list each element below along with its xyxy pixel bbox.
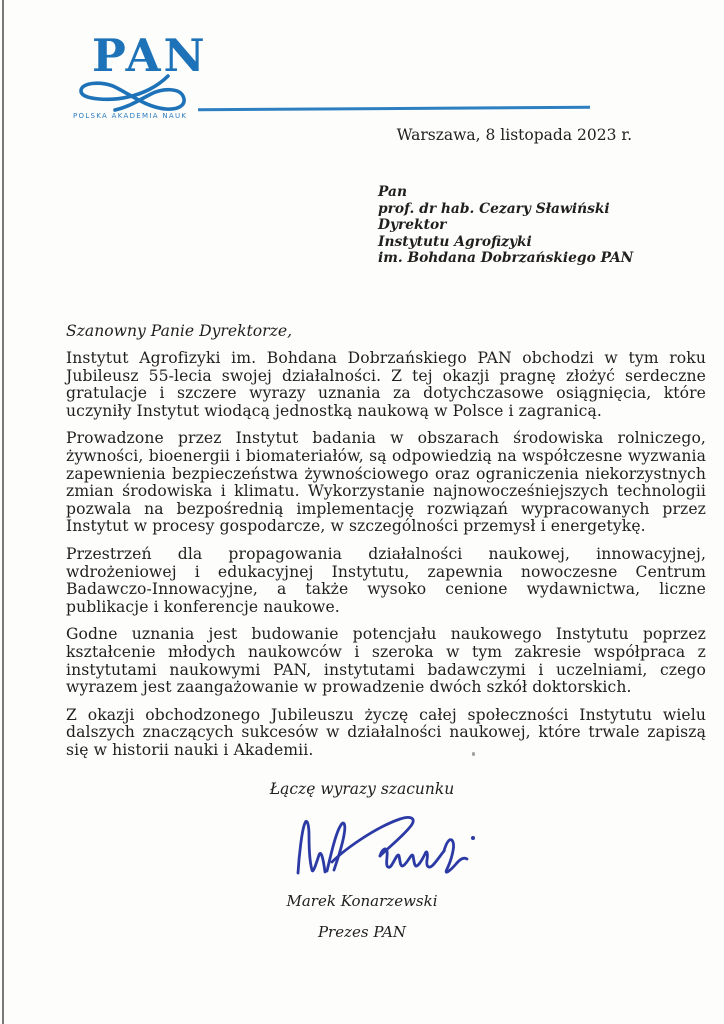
recipient-line: Dyrektor xyxy=(378,217,447,234)
body-paragraph: Godne uznania jest budowanie potencjału naukowego Instytutu poprzez kształcenie młodych naukowców i szeroka w tym zakresie współpraca z instytutami naukowymi PAN, instytutami badawczymi i uczelniami, czego wyrazem jest zaangażowanie w prowadzenie dwóch szkół doktorskich. xyxy=(66,625,706,697)
recipient-line: Instytutu Agrofizyki xyxy=(378,233,532,250)
signatory-name: Marek Konarzewski xyxy=(286,892,438,910)
pan-logo-subtext: POLSKA AKADEMIA NAUK xyxy=(73,112,188,120)
closing-phrase: Łączę wyrazy szacunku xyxy=(269,780,455,798)
body-paragraph: Prowadzone przez Instytut badania w obszarach środowiska rolniczego, żywności, bioenergii i biomateriałów, są odpowiedzią na współczesne wyzwania zapewnienia bezpieczeństwa żywnościowego oraz ograniczenia niekorzystnych zmian środowiska i klimatu. Wykorzystanie najnowocześniejszych technologii pozwala na bezpośrednią implementację rozwiązań wypracowanych przez Instytut w procesy gospodarcze, w szczególności przemysł i energetykę. xyxy=(66,429,706,536)
body-paragraph: Instytut Agrofizyki im. Bohdana Dobrzańskiego PAN obchodzi w tym roku Jubileusz 55-lecia swojej działalności. Z tej okazji pragnę złożyć serdeczne gratulacje i szczere wyrazy uznania za dotychczasowe osiągnięcia, które uczyniły Instytut wiodącą jednostką naukową w Polsce i zagranicą. xyxy=(66,349,706,420)
body-paragraph: Z okazji obchodzonego Jubileuszu życzę całej społeczności Instytutu wielu dalszych znaczących sukcesów w działalności naukowej, które trwale zapiszą się w historii nauki i Akademii. xyxy=(66,705,706,759)
recipient-line: Pan xyxy=(378,184,407,200)
scan-edge-artifact xyxy=(2,0,4,1024)
pan-logo-text: PAN xyxy=(92,29,208,82)
salutation: Szanowny Panie Dyrektorze, xyxy=(66,322,293,340)
scan-speck-artifact xyxy=(472,752,475,756)
date-line: Warszawa, 8 listopada 2023 r. xyxy=(396,126,632,144)
signatory-title: Prezes PAN xyxy=(317,923,407,941)
letter-body xyxy=(66,322,706,769)
recipient-line: im. Bohdana Dobrzańskiego PAN xyxy=(378,250,634,267)
recipient-line: prof. dr hab. Cezary Sławiński xyxy=(378,200,610,217)
handwritten-signature xyxy=(276,812,486,887)
pan-logo-infinity-icon xyxy=(68,74,200,116)
letterhead-rule xyxy=(198,106,590,111)
body-paragraph: Przestrzeń dla propagowania działalności naukowej, innowacyjnej, wdrożeniowej i edukacyjnej Instytutu, zapewnia nowoczesne Centrum Badawczo-Innowacyjne, a także wysoko cenione wydawnictwa, liczne publikacje i konferencje naukowe. xyxy=(66,544,706,616)
recipient-block xyxy=(378,184,633,267)
